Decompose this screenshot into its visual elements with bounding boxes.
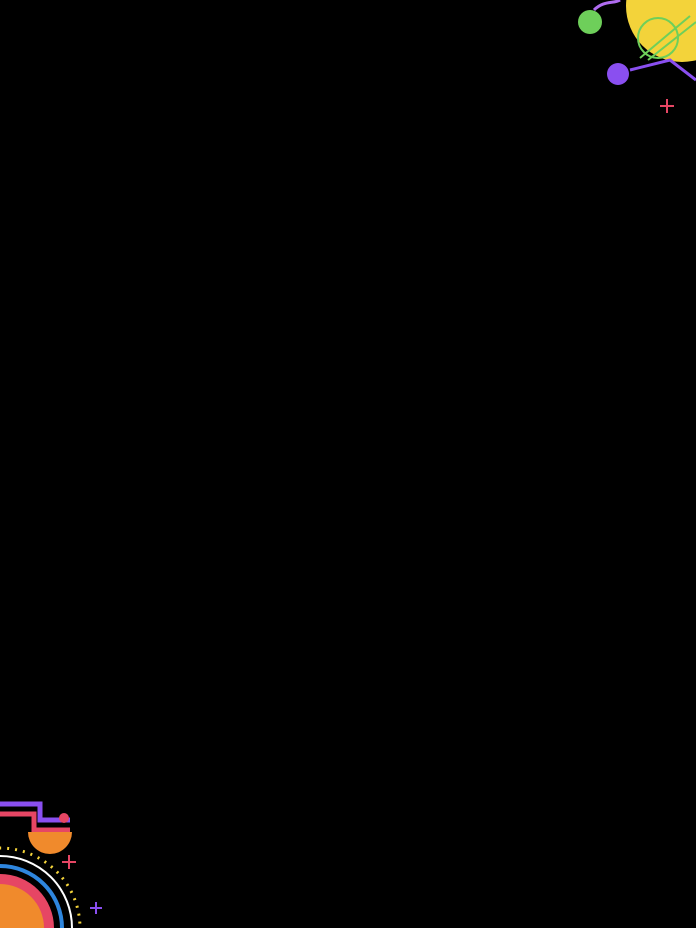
dot-grid-top-left [28,42,100,114]
dot-grid-bottom-right [596,824,668,896]
announcement-body [40,134,656,166]
decoration-top-right [570,0,696,120]
decoration-bottom-left [0,796,120,928]
